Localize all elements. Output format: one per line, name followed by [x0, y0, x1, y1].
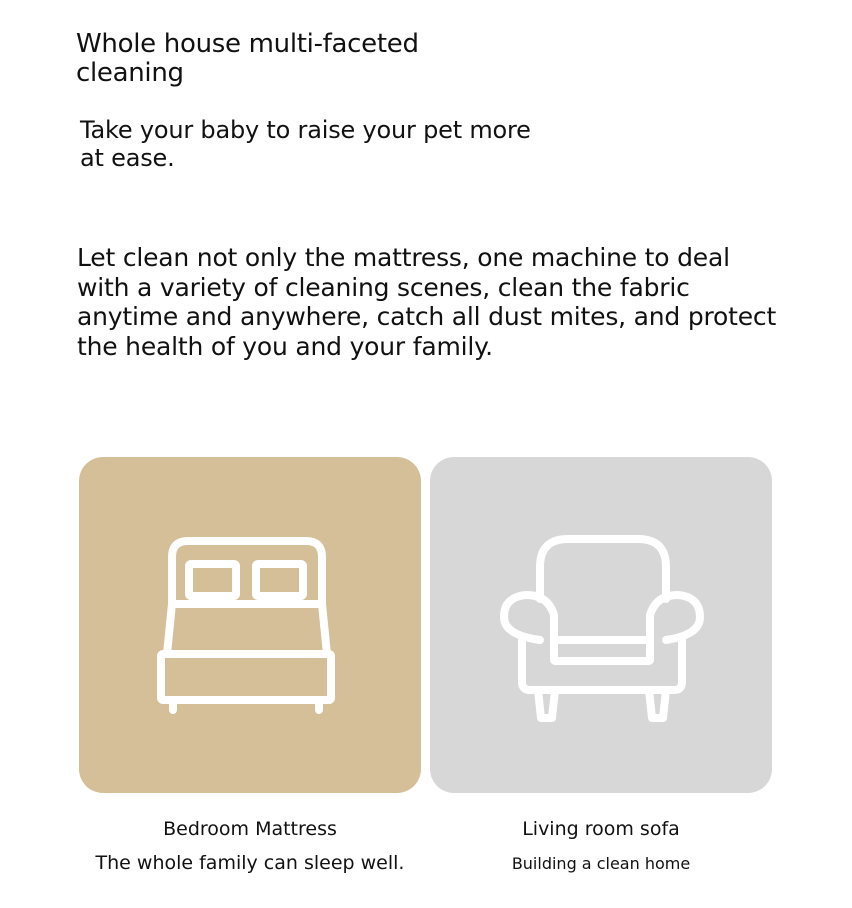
description-paragraph: Let clean not only the mattress, one machine to deal with a variety of cleaning scenes, clean the fabric anytime and anywhere, catch all dust mites, and protect the health of you and your family.: [77, 243, 777, 361]
page-heading: Whole house multi-faceted cleaning: [76, 29, 419, 88]
living-room-card-subtitle: Building a clean home: [511, 854, 691, 873]
subheading: Take your baby to raise your pet more at ease.: [80, 116, 531, 172]
bedroom-card: [79, 457, 421, 793]
living-room-card: [430, 457, 772, 793]
living-room-card-title: Living room sofa: [522, 818, 680, 840]
bedroom-card-subtitle: The whole family can sleep well.: [95, 852, 405, 874]
sofa-icon: [430, 457, 772, 793]
bed-icon: [79, 457, 421, 793]
bedroom-card-title: Bedroom Mattress: [163, 818, 337, 840]
